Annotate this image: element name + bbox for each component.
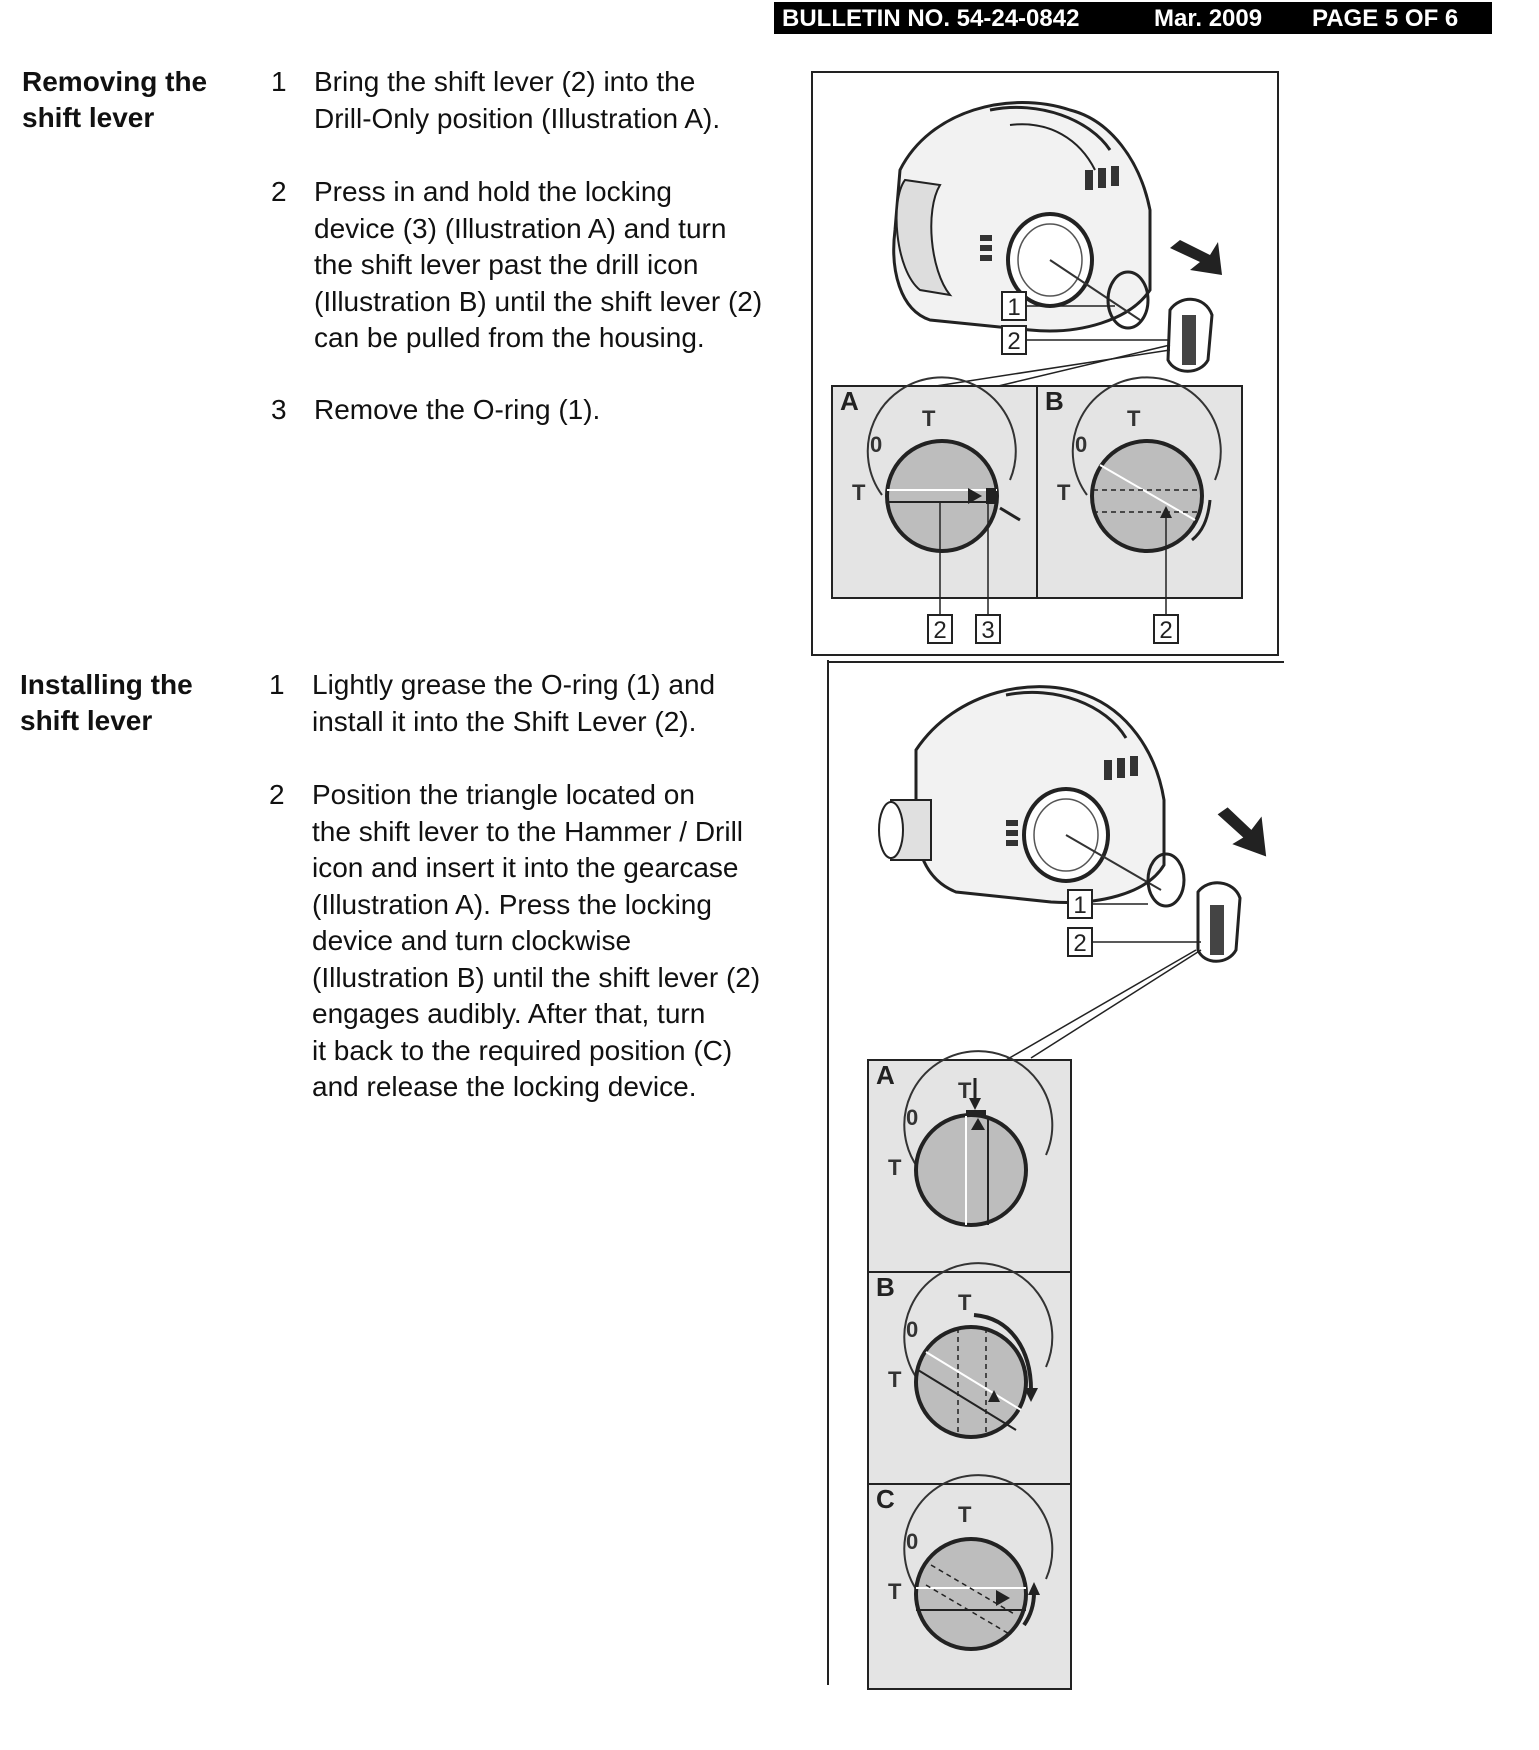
text-line: Bring the shift lever (2) into the xyxy=(314,66,696,97)
dial-panel-install-c xyxy=(868,1475,1071,1689)
text-line: Remove the O-ring (1). xyxy=(314,394,601,425)
text-line: icon and insert it into the gearcase xyxy=(312,852,739,883)
installing-step-2-text xyxy=(312,777,782,1106)
svg-text:T: T xyxy=(888,1367,902,1392)
removing-step-1-text xyxy=(314,64,784,137)
svg-text:T: T xyxy=(852,480,866,505)
text-line: Lightly grease the O-ring (1) and xyxy=(312,669,716,700)
callout-panel-b-2 xyxy=(1154,615,1178,644)
text-line: Position the triangle located on xyxy=(312,779,695,810)
text-line: Press in and hold the locking xyxy=(314,176,672,207)
text-line: install it into the Shift Lever (2). xyxy=(312,705,697,737)
svg-text:T: T xyxy=(888,1579,902,1604)
page-number: PAGE 5 OF 6 xyxy=(1312,5,1459,32)
removing-title-line2: shift lever xyxy=(22,102,155,133)
dial-panel-a xyxy=(832,377,1037,615)
dial-panel-install-a xyxy=(868,1051,1071,1272)
svg-text:0: 0 xyxy=(906,1317,919,1342)
svg-text:2: 2 xyxy=(1073,930,1087,957)
text-line: the shift lever to the Hammer / Drill xyxy=(312,815,744,847)
removing-step-3-text xyxy=(314,392,784,429)
text-line: engages audibly. After that, turn xyxy=(312,998,706,1029)
svg-text:T: T xyxy=(958,1078,972,1103)
text-line: the shift lever past the drill icon xyxy=(314,249,699,280)
svg-text:T: T xyxy=(958,1502,972,1527)
svg-text:B: B xyxy=(876,1272,895,1302)
text-line: (Illustration B) until the shift lever (2) xyxy=(312,961,761,993)
text-line: can be pulled from the housing. xyxy=(314,322,705,353)
svg-text:0: 0 xyxy=(1075,432,1088,457)
installing-title-line1: Installing the xyxy=(20,669,193,700)
svg-text:B: B xyxy=(1045,386,1064,416)
o-ring-icon xyxy=(1148,854,1184,906)
removal-illustration xyxy=(810,70,1285,660)
insert-arrow-icon xyxy=(1210,802,1279,856)
installing-step-1-number: 1 xyxy=(269,669,285,700)
text-line: it back to the required position (C) xyxy=(312,1034,733,1066)
svg-text:C: C xyxy=(876,1484,895,1514)
bulletin-date: Mar. 2009 xyxy=(1154,5,1263,32)
svg-text:0: 0 xyxy=(870,432,883,457)
removing-step-1-number: 1 xyxy=(271,66,287,97)
svg-text:0: 0 xyxy=(906,1529,919,1554)
svg-text:3: 3 xyxy=(981,617,995,644)
text-line: device and turn clockwise xyxy=(312,925,632,956)
removing-step-3-number: 3 xyxy=(271,394,287,425)
installing-step-1-text xyxy=(312,667,782,740)
installing-title-line2: shift lever xyxy=(20,705,153,736)
shift-lever-icon xyxy=(1198,883,1240,961)
text-line: and release the locking device. xyxy=(312,1071,697,1102)
callout-2 xyxy=(1068,928,1201,957)
pull-arrow-icon xyxy=(1170,240,1222,275)
removing-title-line1: Removing the xyxy=(22,66,208,97)
svg-text:A: A xyxy=(876,1060,895,1090)
svg-text:2: 2 xyxy=(1007,328,1021,355)
svg-text:T: T xyxy=(1127,406,1141,431)
svg-text:T: T xyxy=(922,406,936,431)
dial-panel-b xyxy=(1037,377,1242,615)
svg-text:T: T xyxy=(1057,480,1071,505)
svg-text:T: T xyxy=(958,1290,972,1315)
svg-text:T: T xyxy=(888,1155,902,1180)
dial-panel-install-b xyxy=(868,1263,1071,1484)
svg-text:2: 2 xyxy=(933,617,947,644)
svg-text:0: 0 xyxy=(906,1105,919,1130)
callout-panel-a-2 xyxy=(928,615,952,644)
installation-illustration xyxy=(826,660,1286,1690)
text-line: (Illustration B) until the shift lever (2) xyxy=(314,285,763,317)
installing-step-2-number: 2 xyxy=(269,779,285,810)
text-line: Drill-Only position (Illustration A). xyxy=(314,102,721,134)
removing-step-2-text xyxy=(314,174,784,357)
tool-housing-icon xyxy=(879,687,1164,903)
text-line: device (3) (Illustration A) and turn xyxy=(314,212,727,244)
svg-text:1: 1 xyxy=(1007,294,1021,321)
removing-step-2-number: 2 xyxy=(271,176,287,207)
callout-panel-a-3 xyxy=(976,615,1000,644)
svg-text:1: 1 xyxy=(1073,892,1087,919)
bulletin-number: BULLETIN NO. 54-24-0842 xyxy=(782,5,1080,32)
svg-text:A: A xyxy=(840,386,859,416)
shift-lever-icon xyxy=(1168,299,1212,371)
svg-text:2: 2 xyxy=(1159,617,1173,644)
bulletin-header xyxy=(774,2,1492,34)
text-line: (Illustration A). Press the locking xyxy=(312,888,712,920)
